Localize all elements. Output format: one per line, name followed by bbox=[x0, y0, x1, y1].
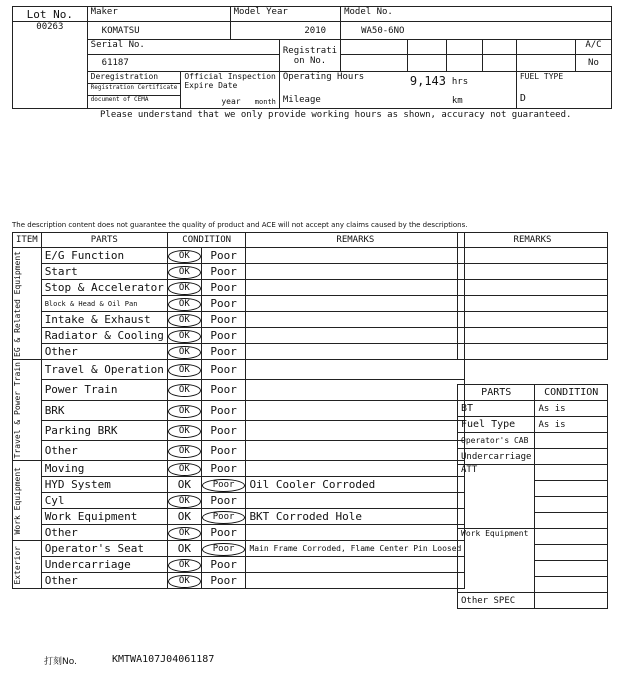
operating-hours-value: 9,143 bbox=[409, 74, 446, 88]
fuel-value: D bbox=[519, 93, 526, 104]
poor-cell: Poor bbox=[201, 557, 246, 573]
remark-cell bbox=[246, 380, 465, 400]
table-row bbox=[13, 557, 465, 573]
part-name: Intake & Exhaust bbox=[41, 312, 167, 328]
bt-value: As is bbox=[535, 401, 608, 417]
model-no-label: Model No. bbox=[344, 7, 393, 17]
part-name: Operator's Seat bbox=[41, 541, 167, 557]
side-condition-header: CONDITION bbox=[535, 385, 608, 401]
side-parts-header: PARTS bbox=[458, 385, 535, 401]
item-group: Exterior bbox=[13, 541, 42, 589]
poor-cell: Poor bbox=[201, 380, 246, 400]
model-year-value: 2010 bbox=[230, 22, 340, 40]
ac-label: A/C bbox=[575, 40, 611, 55]
part-name: Cyl bbox=[41, 493, 167, 509]
ok-cell: OK bbox=[167, 400, 201, 420]
table-row bbox=[13, 525, 465, 541]
poor-cell: Poor bbox=[201, 344, 246, 360]
remark-cell bbox=[246, 441, 465, 461]
parts-header: PARTS bbox=[41, 233, 167, 248]
undercarriage-label: Undercarriage bbox=[458, 449, 535, 465]
serial-label: Serial No. bbox=[87, 40, 279, 55]
part-name: Block & Head & Oil Pan bbox=[41, 296, 167, 312]
remarks-row bbox=[458, 296, 608, 312]
remark-cell: Main Frame Corroded, Flame Center Pin Loosed bbox=[246, 541, 465, 557]
remark-cell bbox=[246, 328, 465, 344]
table-row bbox=[13, 264, 465, 280]
ok-cell: OK bbox=[167, 296, 201, 312]
table-row bbox=[13, 312, 465, 328]
part-name: Undercarriage bbox=[41, 557, 167, 573]
ok-cell: OK bbox=[167, 312, 201, 328]
part-name: E/G Function bbox=[41, 248, 167, 264]
part-name: Other bbox=[41, 441, 167, 461]
maker-value: KOMATSU bbox=[87, 22, 230, 40]
ok-cell: OK bbox=[167, 557, 201, 573]
table-row bbox=[13, 509, 465, 525]
ac-value: No bbox=[575, 55, 611, 72]
ok-cell: OK bbox=[167, 477, 201, 493]
poor-cell: Poor bbox=[201, 493, 246, 509]
serial-value: 61187 bbox=[87, 55, 279, 72]
table-row bbox=[13, 380, 465, 400]
fuel-type-label: Fuel Type bbox=[458, 417, 535, 433]
poor-cell: Poor bbox=[201, 248, 246, 264]
condition-header: CONDITION bbox=[167, 233, 246, 248]
operating-cell: Operating Hours Mileage 9,143 hrs km bbox=[279, 72, 516, 109]
remark-cell: Oil Cooler Corroded bbox=[246, 477, 465, 493]
remark-cell bbox=[246, 296, 465, 312]
poor-cell: Poor bbox=[201, 280, 246, 296]
deregistration-label: Deregistration bbox=[88, 72, 181, 84]
table-row bbox=[13, 344, 465, 360]
part-name: Travel & Operation bbox=[41, 360, 167, 380]
poor-cell: Poor bbox=[201, 264, 246, 280]
remark-cell bbox=[246, 248, 465, 264]
remarks-table bbox=[457, 232, 608, 360]
table-row bbox=[13, 461, 465, 477]
ok-cell: OK bbox=[167, 461, 201, 477]
part-name: Other bbox=[41, 525, 167, 541]
item-group: Travel & Power Train bbox=[13, 360, 42, 461]
remarks-row bbox=[458, 264, 608, 280]
lot-number: 00263 bbox=[13, 22, 88, 109]
table-row bbox=[13, 477, 465, 493]
part-name: Parking BRK bbox=[41, 420, 167, 440]
fuel-cell: FUEL TYPE D bbox=[516, 72, 611, 109]
cema-label: document of CEMA bbox=[90, 96, 149, 103]
att-label: ATT bbox=[458, 465, 535, 529]
stamp-value: KMTWA107J04061187 bbox=[112, 654, 215, 665]
remark-cell bbox=[246, 280, 465, 296]
table-row bbox=[13, 573, 465, 589]
ok-cell: OK bbox=[167, 509, 201, 525]
part-name: HYD System bbox=[41, 477, 167, 493]
poor-cell: Poor bbox=[201, 441, 246, 461]
remark-cell bbox=[246, 461, 465, 477]
poor-cell: Poor bbox=[201, 400, 246, 420]
remark-cell bbox=[246, 557, 465, 573]
registration-certificate-label: Registration Certificate bbox=[88, 84, 181, 96]
table-row bbox=[13, 328, 465, 344]
remarks-row bbox=[458, 344, 608, 360]
table-row bbox=[13, 360, 465, 380]
remark-cell bbox=[246, 525, 465, 541]
part-name: Radiator & Cooling bbox=[41, 328, 167, 344]
bt-label: BT bbox=[458, 401, 535, 417]
table-row bbox=[13, 441, 465, 461]
part-name: Moving bbox=[41, 461, 167, 477]
remarks-row bbox=[458, 328, 608, 344]
hours-note: Please understand that we only provide working hours as shown, accuracy not guaranteed. bbox=[100, 110, 572, 120]
ok-cell: OK bbox=[167, 360, 201, 380]
undercarriage-value bbox=[535, 449, 608, 465]
item-header: ITEM bbox=[13, 233, 42, 248]
remark-cell bbox=[246, 344, 465, 360]
item-group: Work Equipment bbox=[13, 461, 42, 541]
poor-cell: Poor bbox=[201, 509, 246, 525]
remark-cell bbox=[246, 493, 465, 509]
stamp-label: 打刻No. bbox=[44, 657, 77, 667]
table-row bbox=[13, 420, 465, 440]
part-name: Start bbox=[41, 264, 167, 280]
model-no-value: WA50-6NO bbox=[341, 22, 612, 40]
remark-cell: BKT Corroded Hole bbox=[246, 509, 465, 525]
table-row bbox=[13, 541, 465, 557]
remarks-header: REMARKS bbox=[246, 233, 465, 248]
poor-cell: Poor bbox=[201, 525, 246, 541]
poor-cell: Poor bbox=[201, 360, 246, 380]
remark-cell bbox=[246, 420, 465, 440]
part-name: Other bbox=[41, 344, 167, 360]
remark-cell bbox=[246, 573, 465, 589]
remark-cell bbox=[246, 264, 465, 280]
ok-cell: OK bbox=[167, 525, 201, 541]
remark-cell bbox=[246, 360, 465, 380]
poor-cell: Poor bbox=[201, 296, 246, 312]
work-equipment-label: Work Equipment bbox=[458, 529, 535, 593]
poor-cell: Poor bbox=[201, 461, 246, 477]
ok-cell: OK bbox=[167, 420, 201, 440]
part-name: Stop & Accelerator bbox=[41, 280, 167, 296]
fuel-type-value: As is bbox=[535, 417, 608, 433]
table-row bbox=[13, 296, 465, 312]
lot-label: Lot No. bbox=[13, 7, 88, 22]
ok-cell: OK bbox=[167, 493, 201, 509]
registration-label: Registrati on No. bbox=[279, 40, 340, 72]
maker-label: Maker bbox=[90, 7, 118, 17]
table-row bbox=[13, 400, 465, 420]
ok-cell: OK bbox=[167, 541, 201, 557]
item-group: EG & Related Equipment bbox=[13, 248, 42, 360]
table-row bbox=[13, 248, 465, 264]
poor-cell: Poor bbox=[201, 420, 246, 440]
cab-label: Operator's CAB bbox=[458, 433, 535, 449]
other-spec-label: Other SPEC bbox=[458, 593, 535, 609]
remark-cell bbox=[246, 312, 465, 328]
poor-cell: Poor bbox=[201, 477, 246, 493]
poor-cell: Poor bbox=[201, 573, 246, 589]
header-table bbox=[12, 6, 612, 109]
disclaimer: The description content does not guarantee the quality of product and ACE will not accept any claims caused by the descriptions. bbox=[12, 221, 468, 229]
poor-cell: Poor bbox=[201, 312, 246, 328]
ok-cell: OK bbox=[167, 328, 201, 344]
remark-cell bbox=[246, 400, 465, 420]
ok-cell: OK bbox=[167, 264, 201, 280]
remarks-header-right: REMARKS bbox=[458, 233, 608, 248]
condition-table bbox=[12, 232, 465, 589]
remarks-row bbox=[458, 312, 608, 328]
model-year-label: Model Year bbox=[233, 7, 288, 17]
part-name: Power Train bbox=[41, 380, 167, 400]
part-name: BRK bbox=[41, 400, 167, 420]
ok-cell: OK bbox=[167, 441, 201, 461]
poor-cell: Poor bbox=[201, 541, 246, 557]
table-row bbox=[13, 493, 465, 509]
part-name: Other bbox=[41, 573, 167, 589]
ok-cell: OK bbox=[167, 573, 201, 589]
poor-cell: Poor bbox=[201, 328, 246, 344]
side-parts-table bbox=[457, 384, 608, 609]
remarks-row bbox=[458, 248, 608, 264]
inspection-cell: Official Inspection Expire Date year month bbox=[181, 72, 280, 109]
ok-cell: OK bbox=[167, 280, 201, 296]
ok-cell: OK bbox=[167, 344, 201, 360]
table-row bbox=[13, 280, 465, 296]
ok-cell: OK bbox=[167, 248, 201, 264]
ok-cell: OK bbox=[167, 380, 201, 400]
cab-value bbox=[535, 433, 608, 449]
remarks-row bbox=[458, 280, 608, 296]
part-name: Work Equipment bbox=[41, 509, 167, 525]
